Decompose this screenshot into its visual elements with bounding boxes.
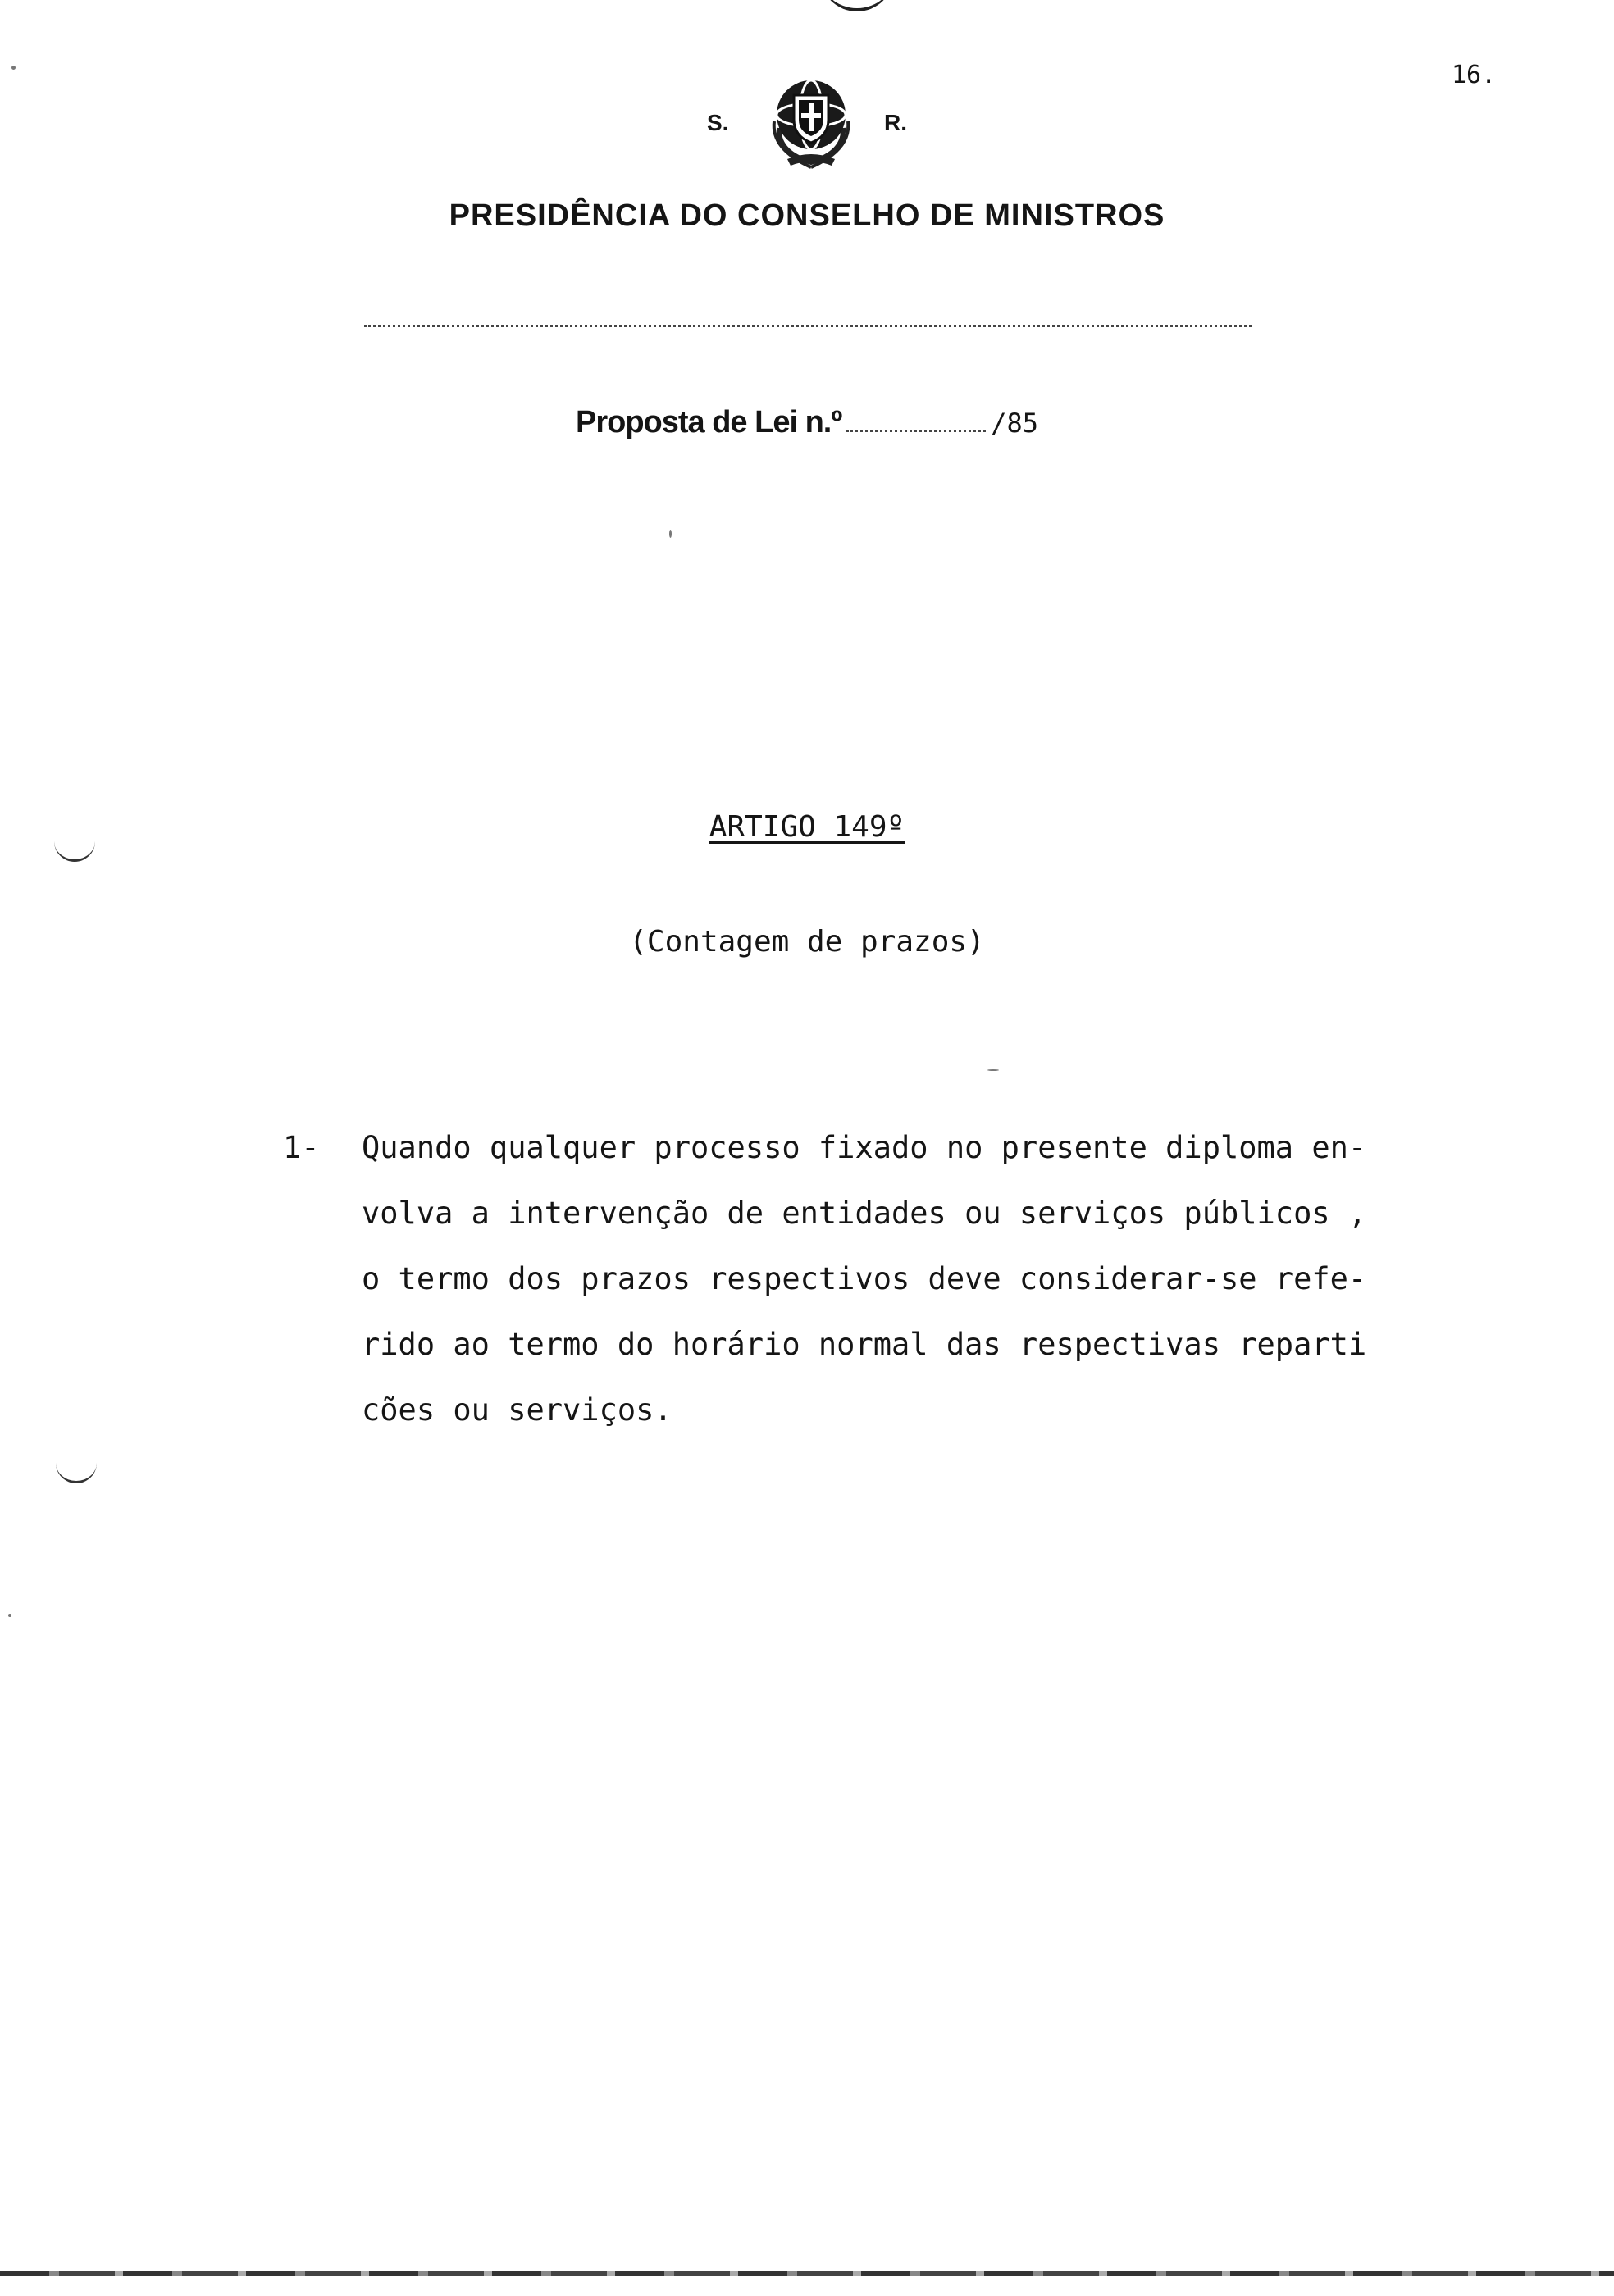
proposal-number-blank bbox=[846, 430, 986, 432]
top-edge-arc bbox=[820, 0, 894, 11]
paragraph-line: cões ou serviços. bbox=[362, 1392, 672, 1428]
proposal-year: /85 bbox=[991, 408, 1039, 439]
proposal-label: Proposta de Lei n.º bbox=[575, 405, 842, 440]
portuguese-coat-of-arms-icon bbox=[763, 71, 859, 171]
scan-speck bbox=[669, 530, 672, 538]
scan-speck bbox=[11, 66, 16, 70]
paragraph-number: 1- bbox=[283, 1130, 320, 1165]
paragraph-line: rido ao termo do horário normal das respectivas reparti bbox=[362, 1327, 1367, 1362]
paragraph-line: o termo dos prazos respectivos deve considerar-se refe- bbox=[362, 1261, 1367, 1296]
margin-mark bbox=[56, 1461, 97, 1483]
dotted-divider bbox=[364, 325, 1252, 327]
paragraph-line: volva a intervenção de entidades ou serviços públicos , bbox=[362, 1196, 1367, 1231]
proposal-line bbox=[0, 405, 1614, 440]
article-title: ARTIGO 149º bbox=[709, 810, 905, 844]
scan-bottom-edge bbox=[0, 2271, 1614, 2276]
article-subtitle: (Contagem de prazos) bbox=[629, 925, 985, 959]
ministry-heading: PRESIDÊNCIA DO CONSELHO DE MINISTROS bbox=[449, 198, 1165, 233]
scan-speck bbox=[987, 1069, 999, 1071]
page-number: 16. bbox=[1452, 61, 1497, 89]
margin-mark bbox=[54, 840, 95, 862]
paragraph-line: Quando qualquer processo fixado no presente diploma en- bbox=[362, 1130, 1367, 1165]
initial-r: R. bbox=[884, 110, 907, 135]
initial-s: S. bbox=[707, 110, 729, 135]
scan-speck bbox=[8, 1614, 11, 1617]
